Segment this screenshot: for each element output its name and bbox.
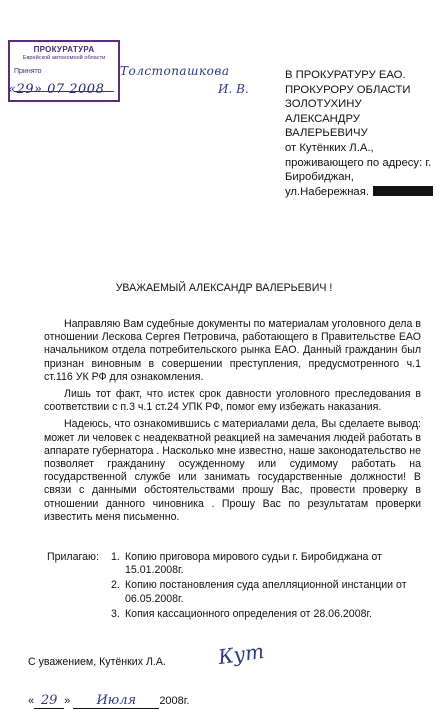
attachment-number: 1.: [111, 551, 120, 563]
attachment-item: [111, 579, 431, 605]
addressee-line: АЛЕКСАНДРУ: [285, 112, 360, 125]
date-month-field: [73, 693, 159, 709]
stamp-date: «29» 07 2008: [8, 82, 105, 97]
attachment-item: [111, 551, 431, 577]
letter-date: [28, 693, 228, 709]
addressee-line: ЗОЛОТУХИНУ: [285, 98, 362, 111]
redaction-bar: [373, 186, 433, 196]
attachment-number: 2.: [111, 579, 120, 592]
handwritten-signature-top: Толстопашкова: [120, 64, 230, 78]
date-year: 2008г.: [159, 695, 190, 707]
addressee-line: проживающего по адресу: г.: [285, 156, 432, 169]
attachment-text: Копию приговора мирового судьи г. Биробиджана от 15.01.2008г.: [125, 551, 382, 577]
body-paragraph: Лишь тот факт, что истек срок давности уголовного преследования в соответствии с п.3 ч.1 ст.24 УПК РФ, помог ему избежать наказания.: [44, 388, 421, 414]
attachment-text: Копия кассационного определения от 28.06.2008г.: [125, 607, 372, 620]
addressee-street-line: [285, 185, 441, 200]
attachment-number: 3.: [111, 607, 120, 620]
addressee-street: ул.Набережная.: [285, 185, 369, 198]
date-day-field: [34, 693, 64, 709]
date-month: Июля: [96, 693, 137, 708]
attachments-list: [111, 551, 431, 623]
attachments-label: Прилагаю:: [47, 551, 99, 563]
addressee-line: ПРОКУРОРУ ОБЛАСТИ: [285, 83, 411, 96]
attachment-text: Копию постановления суда апелляционной инстанции от 06.05.2008г.: [125, 579, 407, 605]
addressee-line: В ПРОКУРАТУРУ ЕАО.: [285, 69, 406, 81]
body-paragraph: Надеюсь, что ознакомившись с материалами дела, Вы сделаете вывод: может ли человек с неадекватной реакцией на замечания людей работать в аппарате губернатора . Насколько мне известно, наше законодательство не позволяет гражданину осужденному или судимому работать на государственной службе или занимать государственные должности! В связи с данными обстоятельствами прошу Вас, провести проверку в отношении данного чиновника . Прошу Вас по результатам проверки известить меня письменно.: [44, 418, 421, 523]
date-open-quote: «: [28, 695, 35, 707]
closing-regards: С уважением, Кутёнких Л.А.: [28, 656, 166, 668]
addressee-line: Биробиджан,: [285, 171, 354, 184]
stamp-underline: [14, 91, 114, 92]
handwritten-initials-top: И. В.: [218, 82, 249, 96]
attachment-item: [111, 608, 431, 621]
stamp-accepted-label: Принято: [14, 68, 42, 75]
received-stamp: [8, 40, 120, 102]
addressee-block: [285, 68, 441, 199]
greeting: УВАЖАЕМЫЙ АЛЕКСАНДР ВАЛЕРЬЕВИЧ !: [115, 282, 333, 294]
date-day: 29: [40, 693, 58, 708]
stamp-title: ПРОКУРАТУРА: [33, 45, 95, 54]
date-close-quote: »: [64, 695, 71, 707]
handwritten-signature-bottom: Кут: [216, 638, 266, 670]
stamp-region: Еврейской автономной области: [22, 55, 106, 61]
body-paragraph: Направляю Вам судебные документы по материалам уголовного дела в отношении Лескова Сергея Петровича, работающего в Правительстве ЕАО начальником отдела потребительского рынка ЕАО. Данный гражданин был признан виновным в совершении преступления, предусмотренного ч.1 ст.116 УК РФ для ознакомления.: [44, 318, 421, 383]
addressee-line: ВАЛЕРЬЕВИЧУ: [285, 127, 368, 140]
addressee-line: от Кутёнких Л.А.,: [285, 141, 374, 154]
letter-body: [44, 318, 421, 524]
